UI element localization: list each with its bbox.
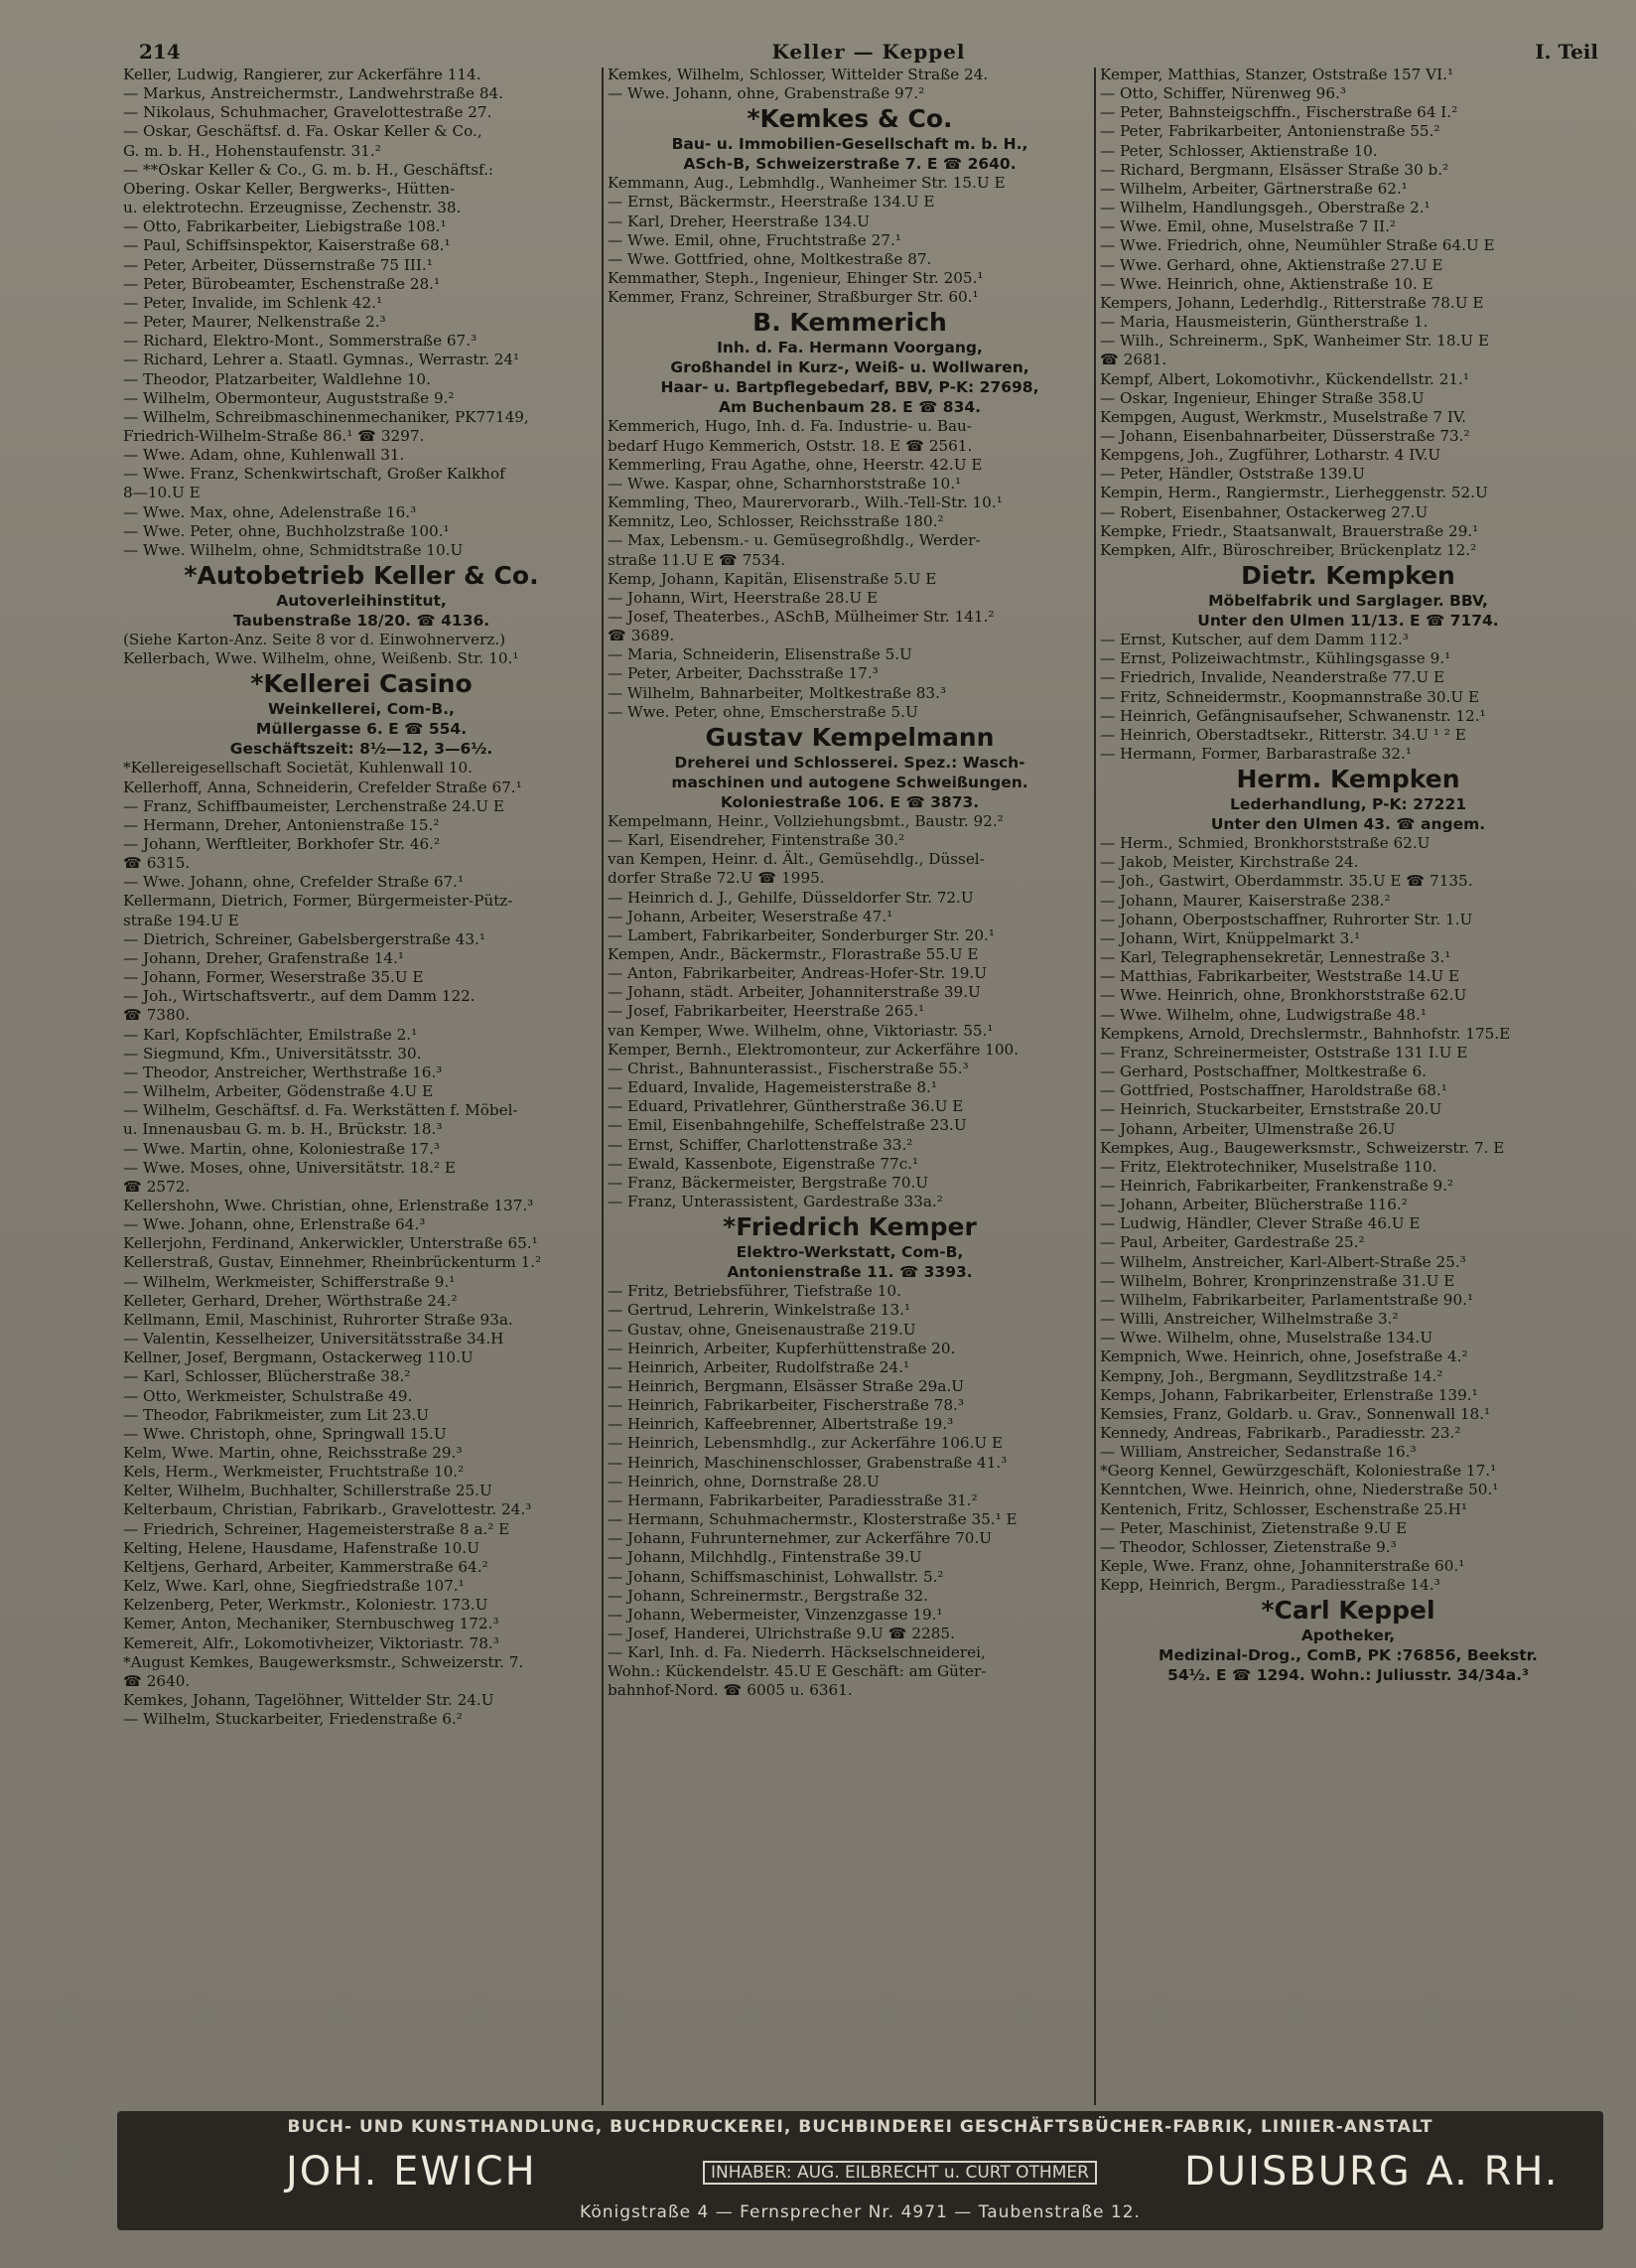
directory-entry: — Ernst, Bäckermstr., Heerstraße 134.U E [608,193,935,212]
directory-entry: — Karl, Schlosser, Blücherstraße 38.² [123,1367,411,1386]
page-number: 214 [139,40,181,64]
directory-entry: — William, Anstreicher, Sedanstraße 16.³ [1100,1443,1417,1462]
directory-entry: — Ewald, Kassenbote, Eigenstraße 77c.¹ [608,1154,919,1173]
directory-entry: — Wwe. Emil, ohne, Muselstraße 7 II.² [1100,217,1397,236]
business-detail: Medizinal-Drog., ComB, PK :76856, Beekstr. [1159,1646,1538,1665]
directory-entry: — Wwe. Heinrich, ohne, Bronkhorststraße 62.U [1100,986,1467,1005]
directory-entry: u. elektrotechn. Erzeugnisse, Zechenstr. 38. [123,199,462,217]
directory-entry: — Heinrich, Oberstadtsekr., Ritterstr. 34.U ¹ ² E [1100,725,1466,744]
business-detail: Taubenstraße 18/20. ☎ 4136. [232,612,490,631]
directory-entry: — Wwe. Peter, ohne, Emscherstraße 5.U [608,702,918,721]
directory-entry: Kelm, Wwe. Martin, ohne, Reichsstraße 29.³ [123,1444,463,1462]
directory-entry: Kemer, Anton, Mechaniker, Sternbuschweg 172.³ [123,1615,499,1633]
directory-entry: — Karl, Eisendreher, Fintenstraße 30.² [608,831,905,850]
business-detail: Elektro-Werkstatt, Com-B, [736,1243,964,1262]
business-detail: Unter den Ulmen 11/13. E ☎ 7174. [1197,612,1499,631]
directory-entry: — Wilhelm, Arbeiter, Gärtnerstraße 62.¹ [1100,179,1408,198]
business-detail: Möbelfabrik und Sarglager. BBV, [1208,592,1488,611]
advertisement-banner [117,2111,1603,2230]
directory-entry: — Wilh., Schreinerm., SpK, Wanheimer Str. 18.U E [1100,332,1490,351]
directory-entry: — Johann, städt. Arbeiter, Johanniterstraße 39.U [608,983,981,1002]
directory-entry: Kempke, Friedr., Staatsanwalt, Brauerstraße 29.¹ [1100,521,1479,540]
directory-entry: Kempgens, Joh., Zugführer, Lotharstr. 4 IV.U [1100,446,1441,465]
directory-entry: — Wwe. Johann, ohne, Crefelder Straße 67.¹ [123,873,465,892]
directory-entry: Kempers, Johann, Lederhdlg., Ritterstraße 78.U E [1100,293,1484,312]
directory-entry: — Otto, Schiffer, Nürenweg 96.³ [1100,84,1346,103]
directory-entry: Kelz, Wwe. Karl, ohne, Siegfriedstraße 107.¹ [123,1577,465,1596]
business-detail: Lederhandlung, P-K: 27221 [1229,795,1467,814]
directory-entry: Kempgen, August, Werkmstr., Muselstraße 7 IV. [1100,407,1466,426]
directory-entry: — Wwe. Emil, ohne, Fruchtstraße 27.¹ [608,230,901,249]
directory-entry: *August Kemkes, Baugewerksmstr., Schweizerstr. 7. [123,1652,524,1671]
directory-entry: u. Innenausbau G. m. b. H., Brückstr. 18.³ [123,1120,443,1139]
business-detail: Dreherei und Schlosserei. Spez.: Wasch- [674,753,1025,772]
directory-entry: Kellner, Josef, Bergmann, Ostackerweg 110.U [123,1348,474,1367]
directory-entry: — Gustav, ohne, Gneisenaustraße 219.U [608,1320,916,1339]
directory-entry: Kemper, Matthias, Stanzer, Oststraße 157 VI.¹ [1100,66,1454,83]
directory-entry: — Hermann, Former, Barbarastraße 32.¹ [1100,745,1412,763]
directory-entry: — Peter, Händler, Oststraße 139.U [1100,465,1365,484]
business-heading: *Autobetrieb Keller & Co. [184,561,539,591]
directory-entry: G. m. b. H., Hohenstaufenstr. 31.² [123,141,381,160]
directory-entry: — Wwe. Heinrich, ohne, Aktienstraße 10. E [1100,274,1433,293]
directory-entry: Kemereit, Alfr., Lokomotivheizer, Viktoriastr. 78.³ [123,1633,499,1652]
directory-entry: Wohn.: Kückendelstr. 45.U E Geschäft: am Güter- [608,1662,987,1681]
business-detail: Geschäftszeit: 8½—12, 3—6½. [229,740,493,759]
directory-entry: — Nikolaus, Schuhmacher, Gravelottestraße 27. [123,103,492,122]
directory-entry: dorfer Straße 72.U ☎ 1995. [608,869,825,888]
directory-entry: ☎ 3689. [608,627,675,645]
directory-entry: — Ernst, Polizeiwachtmstr., Kühlingsgasse 9.¹ [1100,649,1451,668]
directory-entry: — Johann, Former, Weserstraße 35.U E [123,968,424,987]
directory-entry: — Wilhelm, Bohrer, Kronprinzenstraße 31.U E [1100,1271,1455,1290]
directory-entry: Kennedy, Andreas, Fabrikarb., Paradiesstr. 23.² [1100,1424,1461,1442]
directory-entry: — Wwe. Peter, ohne, Buchholzstraße 100.¹ [123,521,450,540]
directory-entry: Kellerjohn, Ferdinand, Ankerwickler, Unterstraße 65.¹ [123,1234,538,1253]
directory-entry: Kempkes, Aug., Baugewerksmstr., Schweizerstr. 7. E [1100,1138,1505,1157]
directory-entry: — Fritz, Schneidermstr., Koopmannstraße 30.U E [1100,687,1480,706]
directory-entry: — Johann, Maurer, Kaiserstraße 238.² [1100,891,1391,910]
directory-entry: straße 11.U E ☎ 7534. [608,550,786,569]
directory-entry: — Wwe. Friedrich, ohne, Neumühler Straße 64.U E [1100,236,1495,255]
directory-entry: van Kemper, Wwe. Wilhelm, ohne, Viktoriastr. 55.¹ [608,1021,994,1040]
directory-entry: bahnhof-Nord. ☎ 6005 u. 6361. [608,1681,853,1700]
business-detail: Weinkellerei, Com-B., [268,700,455,719]
directory-entry: — Johann, Werftleiter, Borkhofer Str. 46.² [123,835,441,853]
directory-entry: — Heinrich, Arbeiter, Kupferhüttenstraße 20. [608,1339,956,1357]
directory-entry: — Wilhelm, Schreibmaschinenmechaniker, PK77149, [123,407,529,426]
directory-entry: — Hermann, Fabrikarbeiter, Paradiesstraße 31.² [608,1490,978,1509]
directory-entry: — Gertrud, Lehrerin, Winkelstraße 13.¹ [608,1301,911,1320]
directory-entry: — Valentin, Kesselheizer, Universitätsstraße 34.H [123,1330,504,1348]
directory-entry: — Ernst, Schiffer, Charlottenstraße 33.² [608,1135,913,1154]
directory-entry: — Friedrich, Invalide, Neanderstraße 77.U E [1100,668,1445,687]
directory-entry: — Franz, Schiffbaumeister, Lerchenstraße 24.U E [123,796,505,815]
business-heading: Dietr. Kempken [1241,561,1455,591]
directory-entry: — Wwe. Moses, ohne, Universitätstr. 18.² E [123,1158,457,1177]
directory-entry: — Peter, Maurer, Nelkenstraße 2.³ [123,313,386,332]
directory-entry: — Dietrich, Schreiner, Gabelsbergerstraße 43.¹ [123,929,485,948]
directory-entry: — Wilhelm, Handlungsgeh., Oberstraße 2.¹ [1100,199,1431,217]
directory-entry: Kellmann, Emil, Maschinist, Ruhrorter Straße 93a. [123,1310,513,1329]
directory-entry: Kels, Herm., Werkmeister, Fruchtstraße 10.² [123,1463,465,1482]
directory-entry: Kemmerich, Hugo, Inh. d. Fa. Industrie- u. Bau- [608,417,972,436]
directory-entry: — Franz, Bäckermeister, Bergstraße 70.U [608,1173,929,1192]
business-detail: Apotheker, [1300,1627,1396,1645]
directory-entry: — Johann, Schiffsmaschinist, Lohwallstr. 5.² [608,1567,944,1586]
directory-entry: — Peter, Fabrikarbeiter, Antonienstraße 55.² [1100,122,1440,141]
directory-entry: Kempny, Joh., Bergmann, Seydlitzstraße 14.² [1100,1366,1443,1385]
directory-entry: Keple, Wwe. Franz, ohne, Johanniterstraße 60.¹ [1100,1557,1465,1576]
directory-entry: — Christ., Bahnunterassist., Fischerstraße 55.³ [608,1059,969,1077]
business-detail: Antonienstraße 11. ☎ 3393. [727,1263,973,1282]
directory-entry: Kempkens, Arnold, Drechslermstr., Bahnhofstr. 175.E [1100,1024,1511,1043]
directory-entry: — Theodor, Fabrikmeister, zum Lit 23.U [123,1405,429,1424]
business-detail: Koloniestraße 106. E ☎ 3873. [720,792,980,811]
column-divider [602,68,604,2105]
directory-entry: bedarf Hugo Kemmerich, Oststr. 18. E ☎ 2561. [608,436,973,455]
directory-entry: Kempin, Herm., Rangiermstr., Lierheggenstr. 52.U [1100,484,1488,502]
directory-entry: — Heinrich, Fabrikarbeiter, Fischerstraße 78.³ [608,1396,964,1415]
directory-entry: 8—10.U E [123,484,201,502]
directory-entry: — Richard, Lehrer a. Staatl. Gymnas., Werrastr. 24¹ [123,351,520,369]
business-heading: Herm. Kempken [1236,765,1460,794]
business-detail: Inh. d. Fa. Hermann Voorgang, [717,339,983,357]
directory-entry: — Karl, Inh. d. Fa. Niederrh. Häckselschneiderei, [608,1643,986,1662]
directory-entry: — Peter, Invalide, im Schlenk 42.¹ [123,293,383,312]
directory-entry: — Heinrich, Arbeiter, Rudolfstraße 24.¹ [608,1357,910,1376]
header-range: Keller — Keppel [771,40,966,64]
directory-entry: Kellermann, Dietrich, Former, Bürgermeister-Pütz- [123,892,513,911]
directory-entry: — Wwe. Johann, ohne, Grabenstraße 97.² [608,84,925,103]
directory-entry: Kemps, Johann, Fabrikarbeiter, Erlenstraße 139.¹ [1100,1385,1478,1404]
directory-entry: — Peter, Arbeiter, Dachsstraße 17.³ [608,664,879,683]
directory-entry: Keltjens, Gerhard, Arbeiter, Kammerstraße 64.² [123,1557,488,1576]
column-1 [123,66,600,2111]
directory-entry: Kempf, Albert, Lokomotivhr., Kückendellstr. 21.¹ [1100,369,1469,388]
directory-entry: — Herm., Schmied, Bronkhorststraße 62.U [1100,834,1431,853]
directory-entry: — Matthias, Fabrikarbeiter, Weststraße 14.U E [1100,967,1460,986]
directory-entry: Kemmann, Aug., Lebmhdlg., Wanheimer Str. 15.U E [608,174,1006,193]
directory-entry: — Josef, Fabrikarbeiter, Heerstraße 265.¹ [608,1002,925,1021]
banner-company-name: JOH. EWICH [286,2149,537,2195]
directory-entry: — Wwe. Johann, ohne, Erlenstraße 64.³ [123,1215,426,1234]
directory-entry: Kemp, Johann, Kapitän, Elisenstraße 5.U E [608,569,937,588]
directory-entry: — Johann, Dreher, Grafenstraße 14.¹ [123,948,404,967]
directory-entry: — Wwe. Gottfried, ohne, Moltkestraße 87. [608,249,932,268]
directory-entry: — Wilhelm, Bahnarbeiter, Moltkestraße 83.³ [608,683,947,702]
directory-entry: Friedrich-Wilhelm-Straße 86.¹ ☎ 3297. [123,426,425,445]
directory-entry: — Johann, Eisenbahnarbeiter, Düsserstraße 73.² [1100,426,1470,445]
directory-entry: Kemnitz, Leo, Schlosser, Reichsstraße 180.² [608,512,944,531]
directory-entry: — Josef, Theaterbes., ASchB, Mülheimer Str. 141.² [608,607,995,626]
directory-entry: — Oskar, Ingenieur, Ehinger Straße 358.U [1100,388,1425,407]
directory-entry: — Ernst, Kutscher, auf dem Damm 112.³ [1100,631,1409,649]
directory-entry: *Georg Kennel, Gewürzgeschäft, Koloniestraße 17.¹ [1100,1462,1497,1481]
directory-entry: — Gottfried, Postschaffner, Haroldstraße 68.¹ [1100,1081,1447,1100]
directory-entry: ☎ 7380. [123,1006,191,1025]
directory-entry: Kellerstraß, Gustav, Einnehmer, Rheinbrückenturm 1.² [123,1253,542,1272]
directory-entry: — Wwe. Wilhelm, ohne, Muselstraße 134.U [1100,1329,1433,1347]
directory-entry: — Joh., Gastwirt, Oberdammstr. 35.U E ☎ 7135. [1100,872,1473,891]
directory-entry: — Anton, Fabrikarbeiter, Andreas-Hofer-Str. 19.U [608,964,988,983]
directory-entry: — Heinrich, Lebensmhdlg., zur Ackerfähre 106.U E [608,1434,1004,1453]
business-detail: Müllergasse 6. E ☎ 554. [255,720,468,739]
directory-entry: — Karl, Kopfschlächter, Emilstraße 2.¹ [123,1025,418,1044]
directory-entry: ☎ 2681. [1100,351,1167,369]
banner-services: BUCH- UND KUNSTHANDLUNG, BUCHDRUCKEREI, BUCHBINDEREI GESCHÄFTSBÜCHER-FABRIK, LINIIER-ANSTALT [287,2117,1433,2137]
directory-entry: — Emil, Eisenbahngehilfe, Scheffelstraße 23.U [608,1116,967,1135]
business-detail: Am Buchenbaum 28. E ☎ 834. [718,398,982,417]
directory-entry: Obering. Oskar Keller, Bergwerks-, Hütten- [123,179,456,198]
directory-entry: — Willi, Anstreicher, Wilhelmstraße 3.² [1100,1310,1399,1329]
business-heading: B. Kemmerich [752,308,947,338]
directory-entry: — Heinrich, Fabrikarbeiter, Frankenstraße 9.² [1100,1176,1454,1195]
directory-entry: Kelting, Helene, Hausdame, Hafenstraße 10.U [123,1538,479,1557]
directory-entry: Kelleter, Gerhard, Dreher, Wörthstraße 24.² [123,1291,458,1310]
directory-entry: — Wilhelm, Werkmeister, Schifferstraße 9.¹ [123,1272,456,1291]
directory-entry: — Franz, Unterassistent, Gardestraße 33a.² [608,1193,943,1211]
directory-entry: — Wilhelm, Obermonteur, Auguststraße 9.² [123,388,455,407]
directory-entry: — Peter, Maschinist, Zietenstraße 9.U E [1100,1518,1408,1537]
directory-entry: straße 194.U E [123,911,239,929]
directory-entry: — Johann, Milchhdlg., Fintenstraße 39.U [608,1548,922,1567]
directory-entry: — Wilhelm, Geschäftsf. d. Fa. Werkstätten f. Möbel- [123,1101,518,1120]
directory-entry: — Theodor, Anstreicher, Werthstraße 16.³ [123,1063,443,1081]
business-heading: *Kellerei Casino [250,669,473,699]
directory-entry: Kemkes, Wilhelm, Schlosser, Wittelder Straße 24. [608,66,989,83]
directory-entry: Kemmer, Franz, Schreiner, Straßburger Str. 60.¹ [608,288,979,307]
directory-entry: — Joh., Wirtschaftsvertr., auf dem Damm 122. [123,987,476,1006]
directory-entry: Kellerbach, Wwe. Wilhelm, ohne, Weißenb. Str. 10.¹ [123,649,519,668]
directory-entry: Kenntchen, Wwe. Heinrich, ohne, Niederstraße 50.¹ [1100,1481,1499,1499]
directory-entry: — Theodor, Schlosser, Zietenstraße 9.³ [1100,1537,1397,1556]
directory-entry: *Kellereigesellschaft Societät, Kuhlenwall 10. [123,759,473,778]
directory-entry: — Wwe. Franz, Schenkwirtschaft, Großer Kalkhof [123,465,505,484]
directory-entry: — Wwe. Wilhelm, ohne, Ludwigstraße 48.¹ [1100,1005,1427,1024]
directory-entry: — Wwe. Martin, ohne, Koloniestraße 17.³ [123,1139,441,1158]
directory-entry: — Paul, Arbeiter, Gardestraße 25.² [1100,1233,1365,1252]
directory-entry: — Otto, Fabrikarbeiter, Liebigstraße 108.¹ [123,217,447,236]
directory-entry: — Wilhelm, Arbeiter, Gödenstraße 4.U E [123,1082,434,1101]
directory-entry: ☎ 2640. [123,1671,191,1690]
directory-entry: Kemmather, Steph., Ingenieur, Ehinger Str. 205.¹ [608,269,984,288]
directory-entry: — Peter, Schlosser, Aktienstraße 10. [1100,141,1378,160]
directory-entry: — Wwe. Adam, ohne, Kuhlenwall 31. [123,446,405,465]
directory-entry: — Wwe. Kaspar, ohne, Scharnhorststraße 10.¹ [608,474,962,493]
directory-entry: — Oskar, Geschäftsf. d. Fa. Oskar Keller & Co., [123,122,482,141]
directory-entry: — Heinrich d. J., Gehilfe, Düsseldorfer Str. 72.U [608,888,974,907]
directory-entry: Kelter, Wilhelm, Buchhalter, Schillerstraße 25.U [123,1482,492,1500]
directory-entry: — Fritz, Betriebsführer, Tiefstraße 10. [608,1282,901,1301]
directory-entry: Kemkes, Johann, Tagelöhner, Wittelder Str. 24.U [123,1691,494,1710]
directory-entry: — Eduard, Privatlehrer, Güntherstraße 36.U E [608,1097,964,1116]
directory-entry: Kemper, Bernh., Elektromonteur, zur Ackerfähre 100. [608,1040,1019,1059]
directory-entry: Kellerhoff, Anna, Schneiderin, Crefelder Straße 67.¹ [123,778,522,796]
directory-entry: — Richard, Elektro-Mont., Sommerstraße 67.³ [123,332,477,351]
directory-entry: — Johann, Arbeiter, Ulmenstraße 26.U [1100,1119,1396,1138]
directory-entry: — Siegmund, Kfm., Universitätsstr. 30. [123,1044,422,1063]
business-detail: 54½. E ☎ 1294. Wohn.: Juliusstr. 34/34a.³ [1167,1666,1529,1685]
directory-entry: van Kempen, Heinr. d. Ält., Gemüsehdlg., Düssel- [608,850,985,869]
directory-entry: — Gerhard, Postschaffner, Moltkestraße 6. [1100,1063,1427,1081]
directory-entry: Kellershohn, Wwe. Christian, ohne, Erlenstraße 137.³ [123,1196,534,1214]
directory-entry: Kentenich, Fritz, Schlosser, Eschenstraße 25.H¹ [1100,1499,1467,1518]
directory-entry: Kempen, Andr., Bäckermstr., Florastraße 55.U E [608,945,979,963]
directory-entry: — Wwe. Max, ohne, Adelenstraße 16.³ [123,502,417,521]
directory-entry: Kempnich, Wwe. Heinrich, ohne, Josefstraße 4.² [1100,1347,1468,1366]
directory-entry: — Josef, Handerei, Ulrichstraße 9.U ☎ 2285. [608,1625,955,1642]
directory-entry: — Wwe. Christoph, ohne, Springwall 15.U [123,1424,447,1443]
directory-entry: — Friedrich, Schreiner, Hagemeisterstraße 8 a.² E [123,1519,510,1538]
directory-entry: — Heinrich, Maschinenschlosser, Grabenstraße 41.³ [608,1453,1008,1472]
directory-entry: — Peter, Arbeiter, Düssernstraße 75 III.¹ [123,255,433,274]
business-detail: Autoverleihinstitut, [276,592,447,611]
banner-city: DUISBURG A. RH. [1184,2149,1560,2195]
directory-entry: Kempelmann, Heinr., Vollziehungsbmt., Baustr. 92.² [608,811,1004,830]
business-heading: *Friedrich Kemper [723,1212,977,1242]
column-3 [1100,66,1596,2111]
directory-entry: — Wilhelm, Anstreicher, Karl-Albert-Straße 25.³ [1100,1252,1466,1271]
directory-entry: — Eduard, Invalide, Hagemeisterstraße 8.¹ [608,1078,937,1097]
directory-entry: — Peter, Bürobeamter, Eschenstraße 28.¹ [123,274,441,293]
directory-entry: — Heinrich, Stuckarbeiter, Ernststraße 20.U [1100,1100,1442,1119]
business-detail: Haar- u. Bartpflegebedarf, BBV, P-K: 27698, [660,378,1039,397]
directory-entry: — Robert, Eisenbahner, Ostackerweg 27.U [1100,502,1429,521]
directory-entry: — Johann, Wirt, Heerstraße 28.U E [608,588,879,607]
directory-entry: — Johann, Wirt, Knüppelmarkt 3.¹ [1100,928,1361,947]
directory-entry: — Heinrich, Gefängnisaufseher, Schwanenstr. 12.¹ [1100,706,1486,725]
directory-entry: Kelzenberg, Peter, Werkmstr., Koloniestr. 173.U [123,1596,488,1615]
directory-entry: — Johann, Fuhrunternehmer, zur Ackerfähre 70.U [608,1529,993,1548]
business-detail: maschinen und autogene Schweißungen. [671,773,1028,791]
banner-owners: INHABER: AUG. EILBRECHT u. CURT OTHMER [703,2161,1097,2185]
directory-entry: — Max, Lebensm.- u. Gemüsegroßhdlg., Werder- [608,531,981,550]
directory-entry: — Maria, Hausmeisterin, Güntherstraße 1. [1100,313,1429,332]
directory-entry: — Paul, Schiffsinspektor, Kaiserstraße 68.¹ [123,236,451,255]
directory-entry: — Ludwig, Händler, Clever Straße 46.U E [1100,1214,1421,1233]
business-detail: ASch-B, Schweizerstraße 7. E ☎ 2640. [683,155,1017,174]
business-detail: Großhandel in Kurz-, Weiß- u. Wollwaren, [670,358,1029,377]
directory-entry: — Wwe. Wilhelm, ohne, Schmidtstraße 10.U [123,540,464,559]
header-part: I. Teil [1535,40,1598,64]
directory-entry: — Johann, Arbeiter, Blücherstraße 116.² [1100,1196,1408,1214]
directory-entry: (Siehe Karton-Anz. Seite 8 vor d. Einwohnerverz.) [123,631,506,649]
directory-entry: — Heinrich, Kaffeebrenner, Albertstraße 19.³ [608,1415,954,1434]
directory-entry: — Richard, Bergmann, Elsässer Straße 30 b.² [1100,160,1449,179]
directory-entry: — Karl, Dreher, Heerstraße 134.U [608,212,870,230]
business-heading: *Kemkes & Co. [747,104,953,134]
directory-entry: — Heinrich, Bergmann, Elsässer Straße 29a.U [608,1376,964,1395]
business-heading: Gustav Kempelmann [705,722,995,752]
directory-entry: Kemmling, Theo, Maurervorarb., Wilh.-Tell-Str. 10.¹ [608,494,1003,512]
directory-entry: ☎ 2572. [123,1177,191,1196]
directory-entry: — Karl, Telegraphensekretär, Lennestraße 3.¹ [1100,948,1451,967]
directory-entry: Kemsies, Franz, Goldarb. u. Grav., Sonnenwall 18.¹ [1100,1404,1491,1423]
directory-entry: — Otto, Werkmeister, Schulstraße 49. [123,1386,413,1405]
business-detail: Bau- u. Immobilien-Gesellschaft m. b. H., [671,135,1028,154]
directory-entry: — Wwe. Gerhard, ohne, Aktienstraße 27.U E [1100,255,1443,274]
directory-entry: Kepp, Heinrich, Bergm., Paradiesstraße 14.³ [1100,1576,1440,1595]
directory-entry: — **Oskar Keller & Co., G. m. b. H., Geschäftsf.: [123,160,494,179]
directory-entry: Kelterbaum, Christian, Fabrikarb., Gravelottestr. 24.³ [123,1500,532,1519]
banner-address: Königstraße 4 — Fernsprecher Nr. 4971 — Taubenstraße 12. [580,2202,1141,2222]
directory-entry: — Franz, Schreinermeister, Oststraße 131 I.U E [1100,1043,1468,1062]
directory-entry: — Theodor, Platzarbeiter, Waldlehne 10. [123,369,431,388]
column-divider [1094,68,1096,2105]
directory-entry: Kempken, Alfr., Büroschreiber, Brückenplatz 12.² [1100,540,1477,559]
directory-entry: Keller, Ludwig, Rangierer, zur Ackerfähre 114. [123,66,481,83]
directory-entry: — Wilhelm, Stuckarbeiter, Friedenstraße 6.² [123,1710,463,1729]
business-heading: *Carl Keppel [1261,1596,1435,1626]
directory-entry: — Jakob, Meister, Kirchstraße 24. [1100,853,1359,872]
directory-entry: — Fritz, Elektrotechniker, Muselstraße 110. [1100,1157,1437,1176]
business-detail: Unter den Ulmen 43. ☎ angem. [1210,815,1486,834]
directory-entry: — Peter, Bahnsteigschffn., Fischerstraße 64 I.² [1100,103,1458,122]
directory-entry: — Johann, Schreinermstr., Bergstraße 32. [608,1586,928,1605]
directory-entry: — Heinrich, ohne, Dornstraße 28.U [608,1472,880,1490]
directory-entry: — Johann, Oberpostschaffner, Ruhrorter Str. 1.U [1100,910,1473,928]
directory-entry: — Hermann, Schuhmachermstr., Klosterstraße 35.¹ E [608,1510,1018,1529]
directory-entry: ☎ 6315. [123,854,191,873]
directory-entry: — Lambert, Fabrikarbeiter, Sonderburger Str. 20.¹ [608,925,995,944]
directory-entry: Kemmerling, Frau Agathe, ohne, Heerstr. 42.U E [608,455,983,474]
directory-entry: — Maria, Schneiderin, Elisenstraße 5.U [608,645,912,664]
directory-entry: — Wilhelm, Fabrikarbeiter, Parlamentstraße 90.¹ [1100,1290,1474,1309]
directory-entry: — Markus, Anstreichermstr., Landwehrstraße 84. [123,84,503,103]
directory-entry: — Johann, Webermeister, Vinzenzgasse 19.¹ [608,1605,943,1624]
directory-entry: — Johann, Arbeiter, Weserstraße 47.¹ [608,907,893,925]
directory-entry: — Hermann, Dreher, Antonienstraße 15.² [123,815,440,834]
column-2 [608,66,1092,2111]
